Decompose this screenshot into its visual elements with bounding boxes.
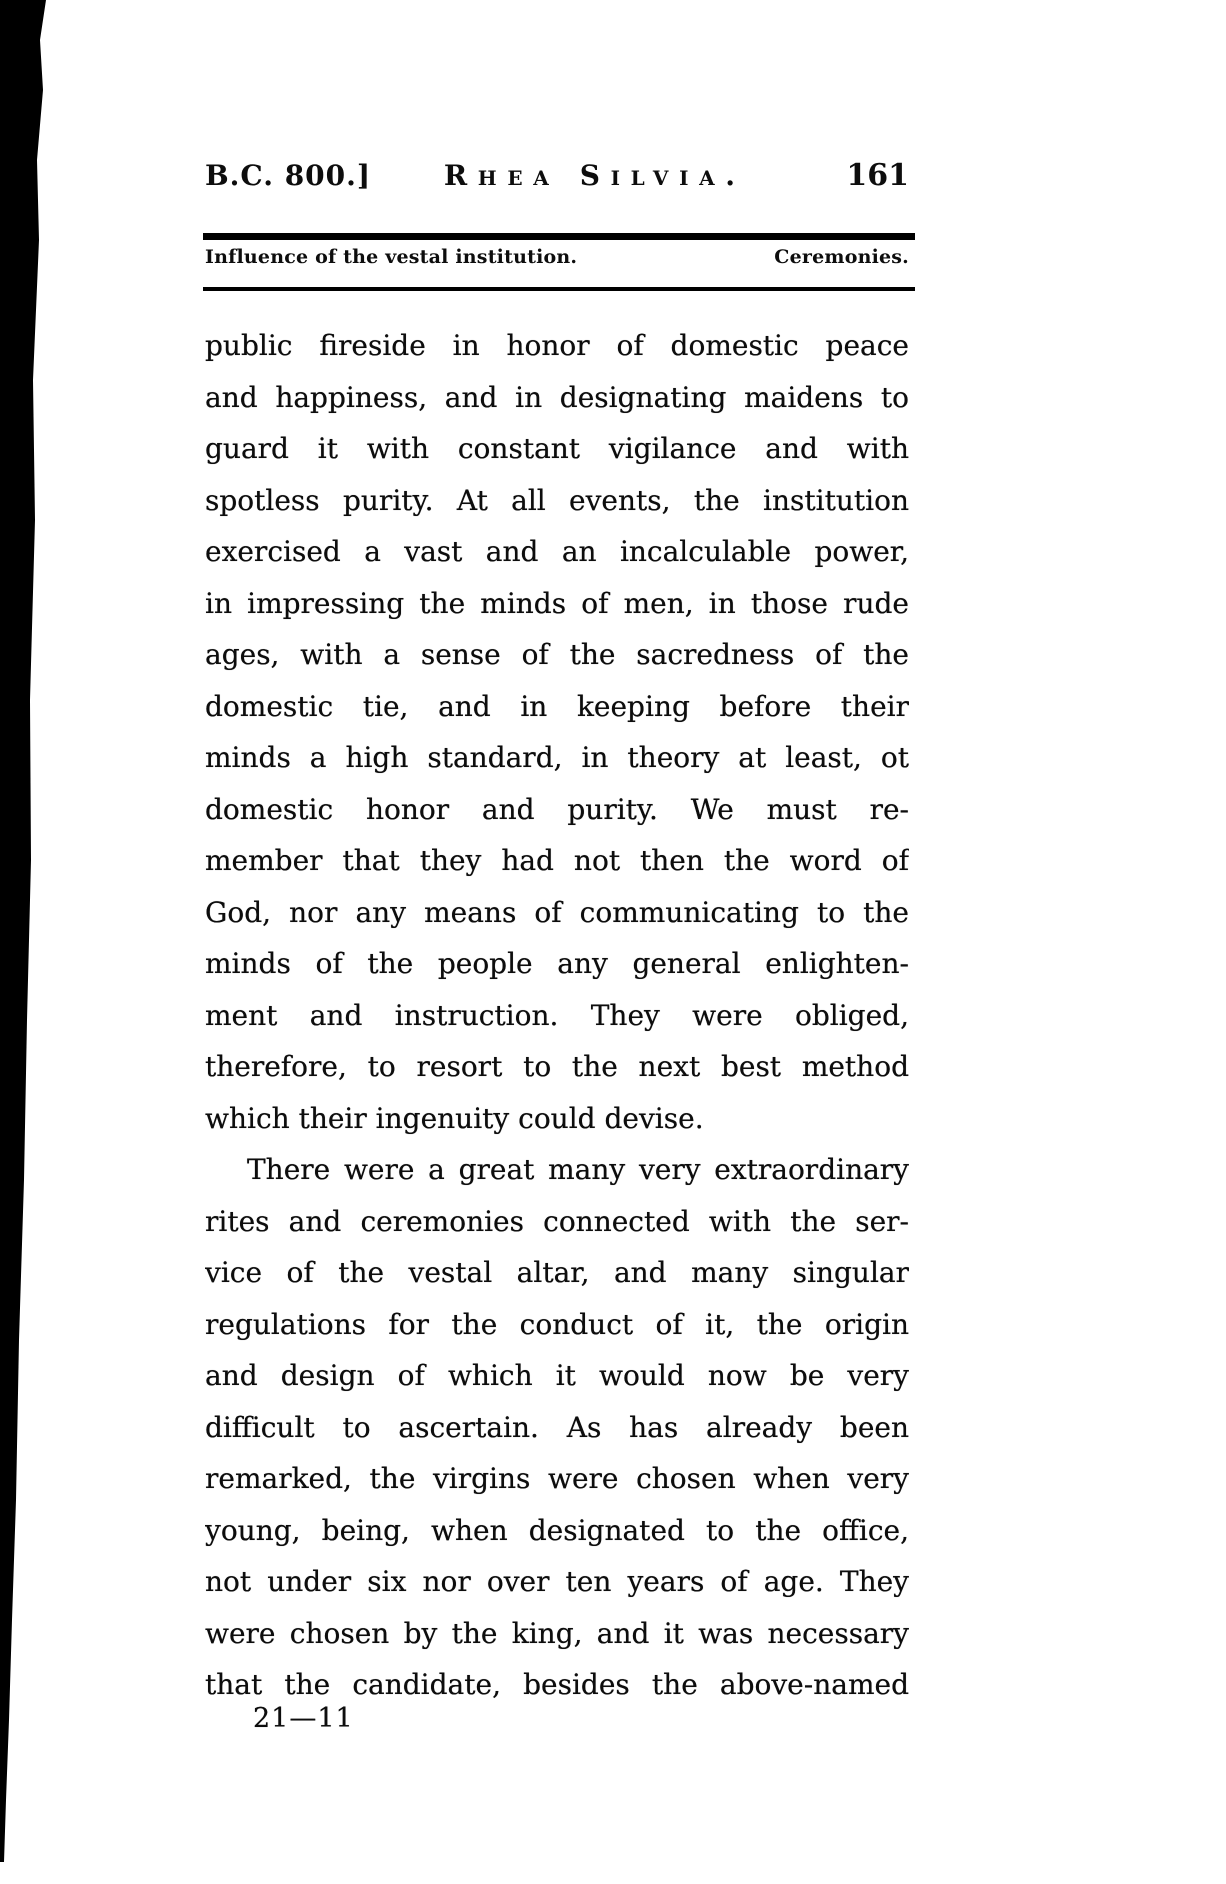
text-line: vice of the vestal altar, and many singular [205,1256,909,1289]
text-line: exercised a vast and an incalculable power, [205,535,909,568]
paragraph [205,320,909,1144]
running-head [205,158,909,193]
running-head-title: Rhea Silvia. [443,159,746,192]
text-line: rites and ceremonies connected with the ser- [205,1204,909,1238]
text-line: guard it with constant vigilance and with [205,432,909,465]
printers-signature-mark: 21—11 [253,1703,354,1734]
guide-head-left: Influence of the vestal institution. [205,246,578,268]
text-line: and happiness, and in designating maidens to [205,380,909,414]
text-line: were chosen by the king, and it was necessary [205,1616,909,1650]
text-line: ages, with a sense of the sacredness of the [205,638,909,671]
text-line: minds of the people any general enlighten- [205,947,909,980]
page-number: 161 [846,158,909,193]
text-line: in impressing the minds of men, in those rude [205,586,909,620]
book-gutter-shadow [0,0,60,1884]
header-rule-thin [203,287,915,291]
text-line: not under six nor over ten years of age. They [205,1565,909,1598]
guide-head-right: Ceremonies. [774,246,909,268]
text-line: difficult to ascertain. As has already been [205,1410,909,1444]
text-line: young, being, when designated to the office, [205,1513,909,1547]
body-text [205,320,909,1711]
text-line: which their ingenuity could devise. [205,1101,704,1135]
header-rule-thick [203,233,915,240]
text-line: that the candidate, besides the above-named [205,1668,909,1701]
text-line: therefore, to resort to the next best method [205,1050,909,1083]
text-line: remarked, the virgins were chosen when very [205,1462,909,1495]
text-line: member that they had not then the word of [205,844,909,877]
text-line: regulations for the conduct of it, the origin [205,1307,909,1341]
text-line: ment and instruction. They were obliged, [205,998,909,1032]
paragraph [205,1144,909,1711]
text-line: There were a great many very extraordinary [247,1153,909,1186]
guide-head [205,246,909,268]
text-line: God, nor any means of communicating to the [205,895,909,929]
text-line: domestic tie, and in keeping before their [205,689,909,723]
text-line: minds a high standard, in theory at least, ot [205,741,909,774]
text-line: domestic honor and purity. We must re- [205,792,909,826]
text-line: spotless purity. At all events, the institution [205,483,909,517]
text-line: public fireside in honor of domestic peace [205,329,909,362]
text-line: and design of which it would now be very [205,1359,909,1392]
running-head-date: B.C. 800.] [205,159,372,192]
